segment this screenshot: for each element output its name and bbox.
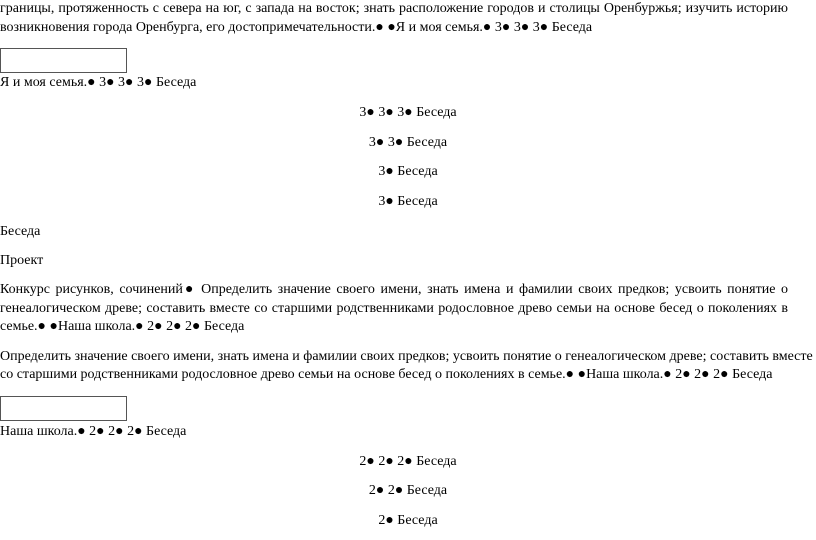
centered-line: 2● 2● Беседа <box>368 483 448 498</box>
centered-line: 3● 3● Беседа <box>368 135 448 150</box>
centered-line: 3● Беседа <box>378 194 438 209</box>
paragraph-line: семье.● ●Наша школа.● 2● 2● 2● Беседа <box>0 319 245 334</box>
empty-cell-box <box>0 48 127 73</box>
text-line: Беседа <box>0 224 41 239</box>
text-line: Я и моя семья.● 3● 3● 3● Беседа <box>0 75 197 90</box>
paragraph-line: Определить значение своего имени, знать имена и фамилии своих предков; усвоить понятие о генеалогическом древе; составить вместе <box>0 349 813 364</box>
paragraph-line: границы, протяженность с севера на юг, с запада на восток; знать расположение городов и столицы Оренбуржья; изучить историю <box>0 1 788 16</box>
paragraph-line: Конкурс рисунков, сочинений● Определить значение своего имени, знать имена и фамилии своих предков; усвоить понятие о <box>0 282 788 297</box>
paragraph-line: генеалогическом древе; составить вместе со старшими родственниками родословное древо семьи на основе бесед о поколениях в <box>0 301 788 316</box>
text-line: Наша школа.● 2● 2● 2● Беседа <box>0 424 187 439</box>
paragraph-line: возникновения города Оренбурга, его достопримечательности.● ●Я и моя семья.● 3● 3● 3● Беседа <box>0 20 593 35</box>
text-line: Проект <box>0 253 44 268</box>
centered-line: 3● Беседа <box>378 164 438 179</box>
paragraph-line: со старшими родственниками родословное древо семьи на основе бесед о поколениях в семье.● ●Наша школа.● 2● 2● 2● Беседа <box>0 367 773 382</box>
centered-line: 3● 3● 3● Беседа <box>359 105 457 120</box>
centered-line: 2● 2● 2● Беседа <box>359 454 457 469</box>
centered-line: 2● Беседа <box>378 513 438 528</box>
empty-cell-box <box>0 396 127 421</box>
